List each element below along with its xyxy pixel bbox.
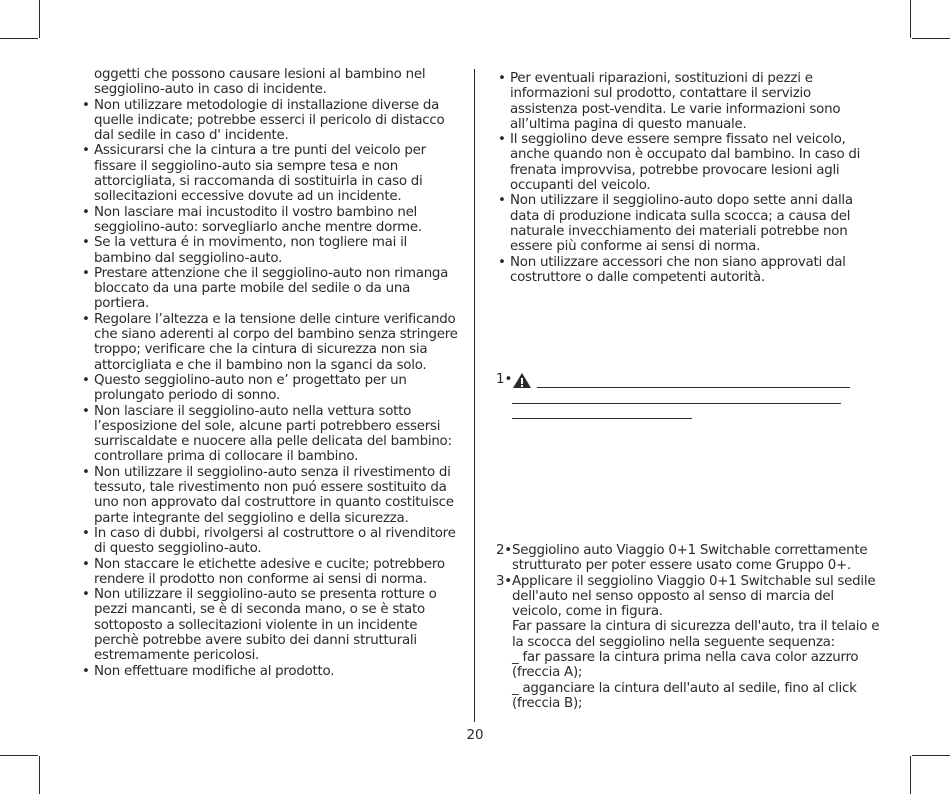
warning-triangle-icon	[512, 372, 532, 389]
list-item: • Non utilizzare il seggiolino-auto se presenta rotture o pezzi mancanti, se è di seconda mano, o se è stato sottoposto a sollecitazioni violente in un incidente perchè potrebbe avere subito dei danni strutturali estremamente pericolosi.	[82, 587, 437, 664]
list-item: • Se la vettura é in movimento, non togliere mai il bambino dal seggiolino-auto.	[82, 235, 408, 266]
list-item: • In caso di dubbi, rivolgersi al costruttore o al rivenditore di questo seggiolino-auto.	[82, 525, 456, 557]
list-item: • Prestare attenzione che il seggiolino-auto non rimanga bloccato da una parte mobile del sedile o da una portiera.	[82, 265, 449, 312]
step-2: 2• Seggiolino auto Viaggio 0+1 Switchable correttamente strutturato per poter essere usato come Gruppo 0+.	[496, 543, 868, 574]
crop-mark	[910, 0, 911, 38]
list-item: • Non utilizzare il seggiolino-auto dopo sette anni dalla data di produzione indicata sulla scocca; a causa del naturale invecchiamento dei materiali potrebbe non essere più conforme ai sensi di norma.	[498, 193, 853, 255]
list-item: • Non utilizzare accessori che non siano approvati dal costruttore o dalle competenti autorità.	[498, 254, 846, 285]
list-item: • Non utilizzare metodologie di installazione diverse da quelle indicate; potrebbe esserci il pericolo di distacco dal sedile in caso d' incidente.	[82, 97, 445, 144]
right-column	[496, 71, 880, 285]
list-item: • Non lasciare il seggiolino-auto nella vettura sotto l’esposizione del sole, alcune parti potrebbero essersi surriscaldate e nuocere alla pelle delicata del bambino: controllare prima di collocare il bambino.	[82, 403, 452, 465]
continuation-text: oggetti che possono causare lesioni al bambino nel seggiolino-auto in caso di incidente.	[94, 67, 426, 98]
crop-mark	[39, 0, 40, 38]
list-item: • Assicurarsi che la cintura a tre punti del veicolo per fissare il seggiolino-auto sia sempre tesa e non attorcigliata, si raccomanda di sostituirla in caso di sollecitazioni eccessive dovute ad un incidente.	[82, 143, 426, 205]
steps-block	[496, 543, 880, 711]
crop-mark	[910, 756, 911, 794]
list-item: • Non lasciare mai incustodito il vostro bambino nel seggiolino-auto: sorvegliarlo anche mentre dorme.	[82, 204, 422, 235]
crop-mark	[912, 38, 950, 39]
crop-mark	[0, 38, 38, 39]
blank-line	[537, 387, 850, 388]
page-number: 20	[466, 728, 484, 743]
list-item: • Non utilizzare il seggiolino-auto senza il rivestimento di tessuto, tale rivestimento non puó essere sostituito da uno non approvato dal costruttore in quanto costituisce parte integrante del seggiolino e della sicurezza.	[82, 464, 454, 526]
step-3: 3• Applicare il seggiolino Viaggio 0+1 Switchable sul sedile dell'auto nel senso opposto al senso di marcia del veicolo, come in figura. Far passare la cintura di sicurezza dell'auto, tra il telaio e la scocca del seggiolino nella seguente sequenza: _ far passare la cintura prima nella cava color azzurro (freccia A); _ agganciare la cintura dell'auto al sedile, fino al click (freccia B);	[496, 573, 880, 711]
column-divider	[474, 69, 475, 722]
step-number: 1•	[496, 372, 513, 387]
crop-mark	[912, 755, 950, 756]
list-item: • Questo seggiolino-auto non e’ progettato per un prolungato periodo di sonno.	[82, 372, 407, 404]
crop-mark	[39, 756, 40, 794]
list-item: • Regolare l’altezza e la tensione delle cinture verificando che siano aderenti al corpo del bambino senza stringere troppo; verificare che la cintura di sicurezza non sia attorcigliata e che il bambino non la sganci da solo.	[82, 311, 458, 373]
warning-block	[496, 372, 856, 422]
list-item: • Non effettuare modifiche al prodotto.	[82, 663, 335, 679]
list-item: • Non staccare le etichette adesive e cucite; potrebbero rendere il prodotto non conforme ai sensi di norma.	[82, 556, 445, 587]
blank-line	[512, 418, 692, 419]
list-item: • Per eventuali riparazioni, sostituzioni di pezzi e informazioni sul prodotto, contattare il servizio assistenza post-vendita. Le varie informazioni sono all’ultima pagina di questo manuale.	[498, 71, 841, 132]
left-column	[80, 67, 465, 679]
list-item: • Il seggiolino deve essere sempre fissato nel veicolo, anche quando non è occupato dal bambino. In caso di frenata improvvisa, potrebbe provocare lesioni agli occupanti del veicolo.	[498, 132, 861, 194]
crop-mark	[0, 755, 38, 756]
blank-line	[512, 403, 841, 404]
